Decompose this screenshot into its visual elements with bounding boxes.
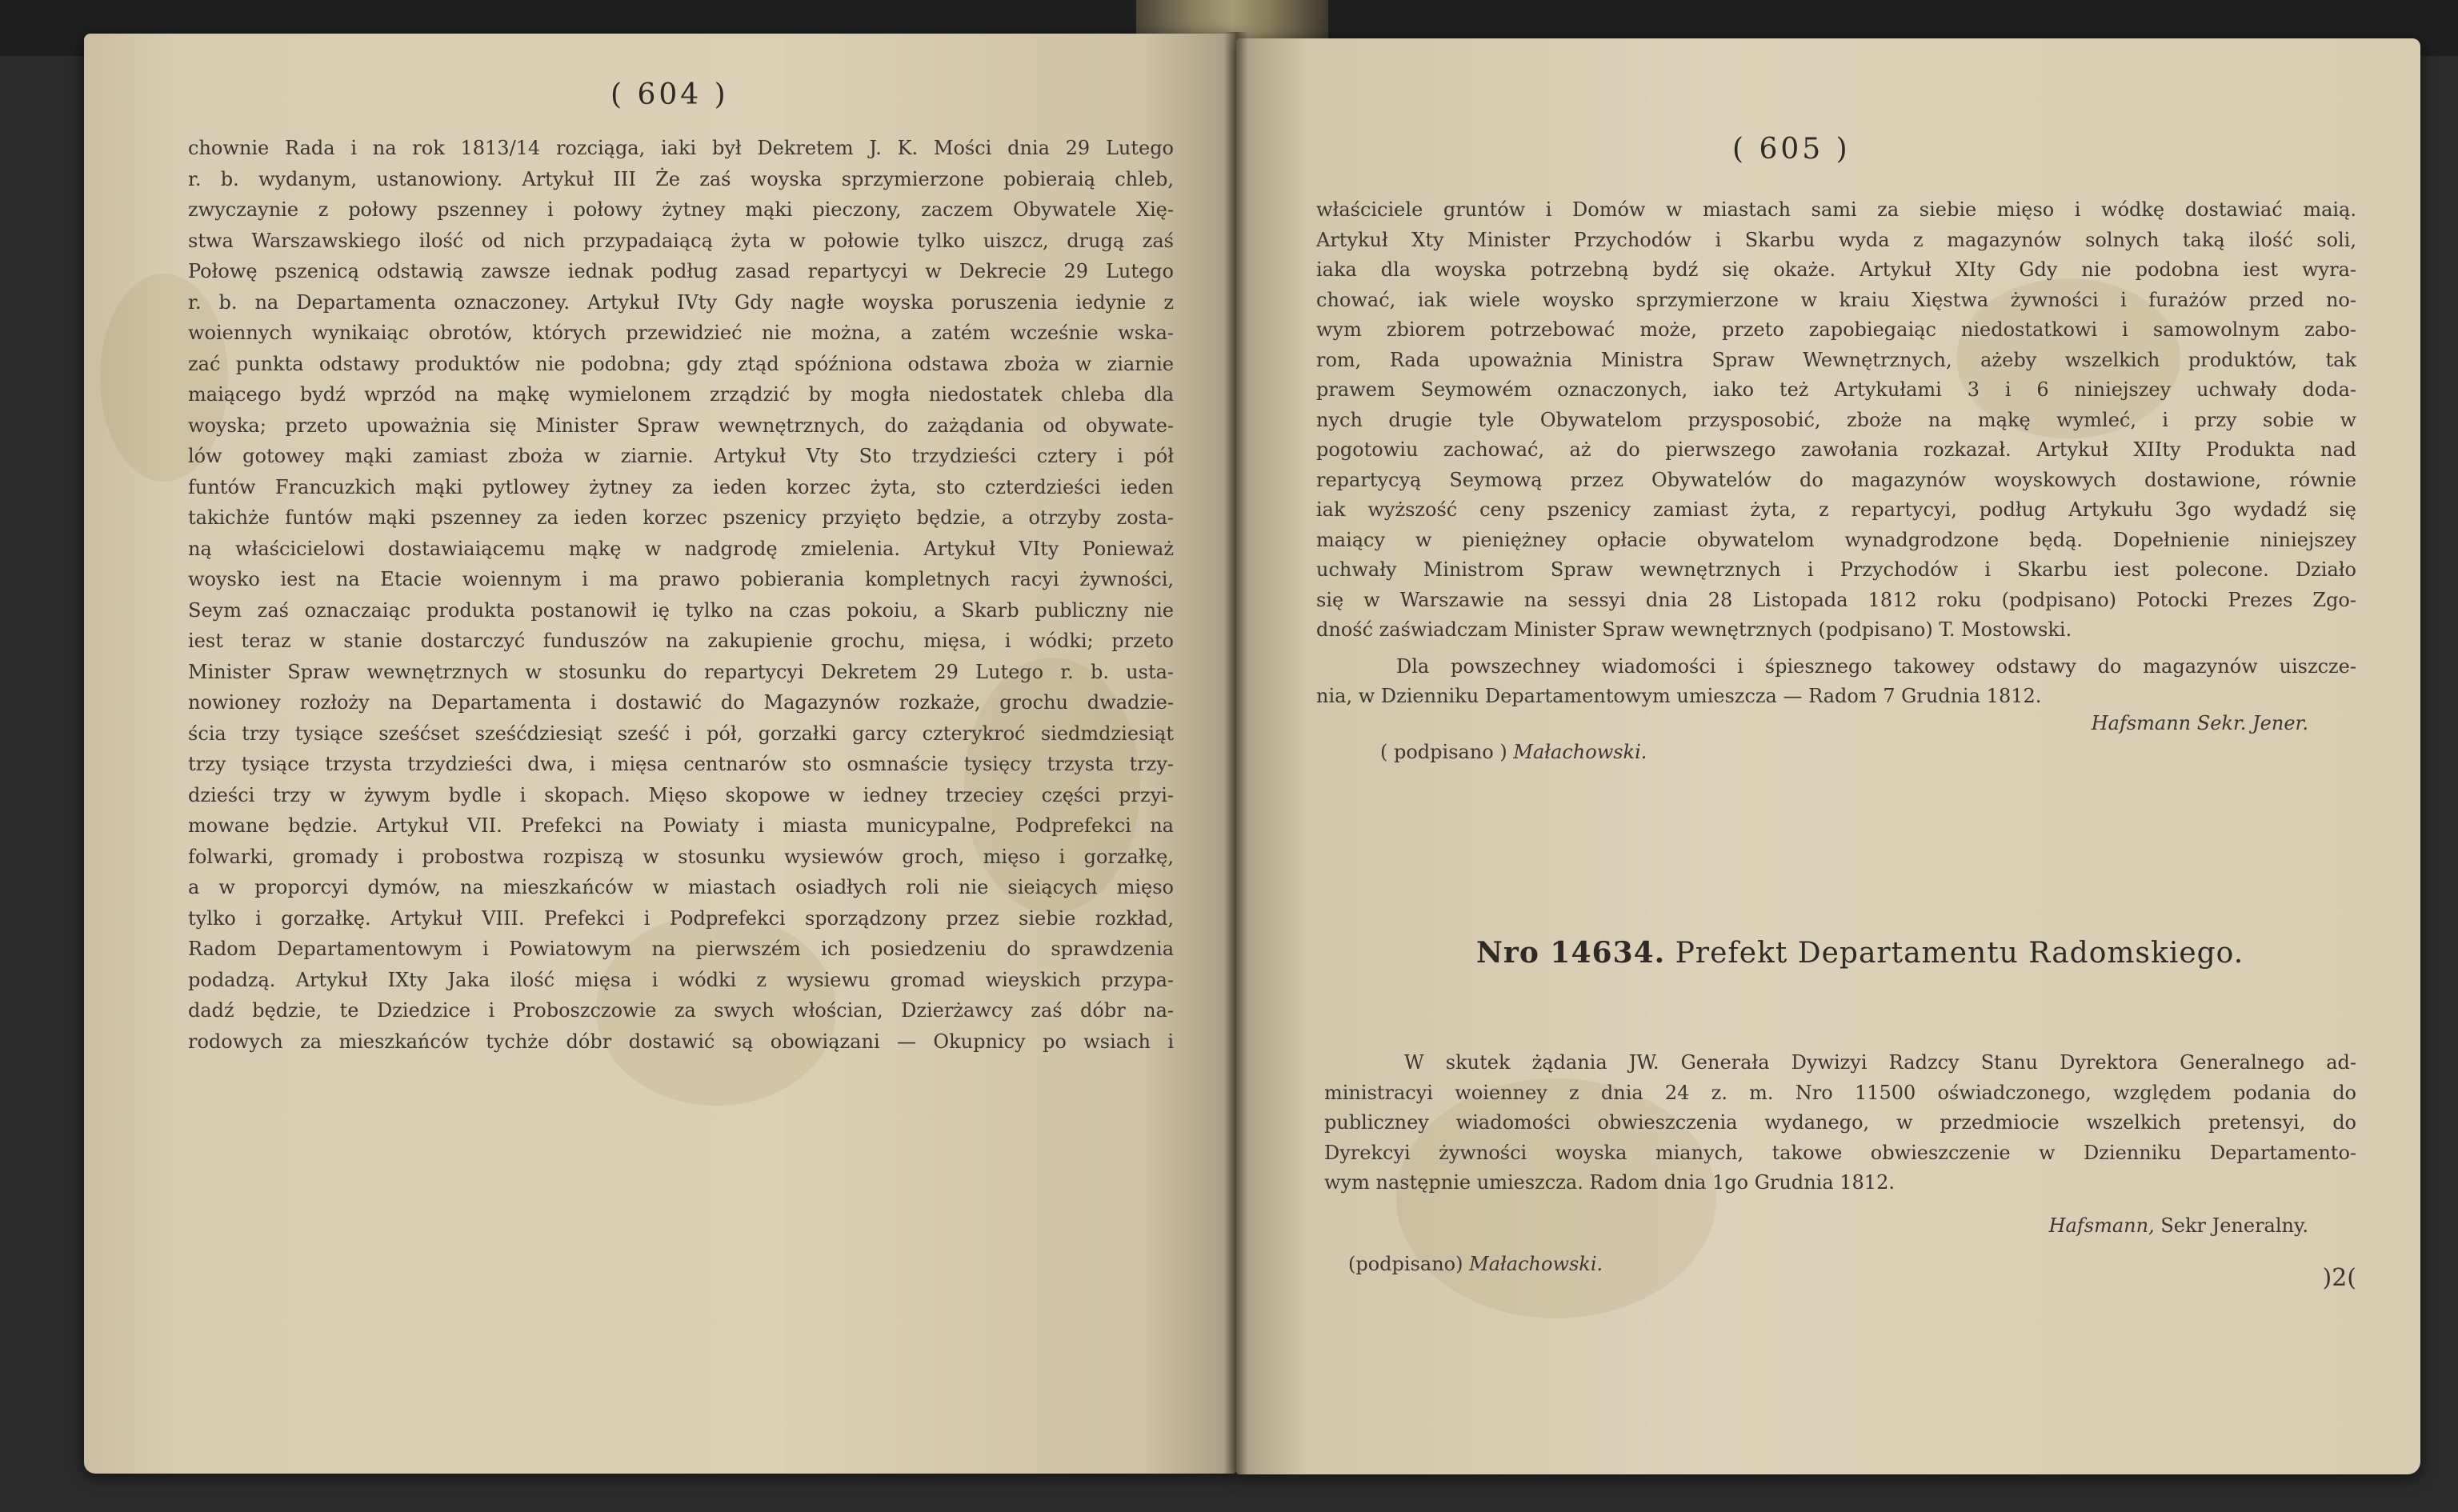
- right-text-block: [1316, 195, 2356, 773]
- page-number: ( 605 ): [1732, 133, 1851, 166]
- signature-block-2: [1348, 1253, 1603, 1275]
- text-line: funtów Francuzkich mąki pytlowey żytney za ieden korzec żyta, sto czterdzieści ieden: [188, 475, 1174, 498]
- text-line: maiący w pieniężney opłacie obywatelom wynadgrodzone będą. Dopełnienie niniejszey: [1316, 528, 2356, 551]
- text-line: Artykuł Xty Minister Przychodów i Skarbu wyda z magazynów solnych taką ilość soli,: [1316, 228, 2356, 251]
- text-line: podadzą. Artykuł IXty Jaka ilość mięsa i wódki z wysiewu gromad wieyskich przypa-: [188, 968, 1174, 991]
- secretary-title: Sekr Jeneralny.: [2160, 1214, 2308, 1237]
- text-line: woysko iest na Etacie woiennym i ma prawo pobierania kompletnych racyi żywności,: [188, 568, 1174, 590]
- text-line: maiącego bydź wprzód na mąkę wymielonem zrządzić by mogła niedostatek chleba dla: [188, 383, 1174, 406]
- secretary-signature: Hafsmann Sekr. Jener.: [2091, 711, 2308, 734]
- text-line: Dyrekcyi żywności woyska mianych, takowe obwieszczenie w Dzienniku Departamento-: [1324, 1141, 2356, 1164]
- text-line: wym następnie umieszcza. Radom dnia 1go Grudnia 1812.: [1324, 1171, 1895, 1194]
- text-line: iaka dla woyska potrzebną bydź się okaże. Artykuł XIty Gdy nie podobna iest wyra-: [1316, 258, 2356, 281]
- signature-name: Małachowski.: [1513, 740, 1647, 763]
- text-line: nych drugie tyle Obywatelom przysposobić, zboże na mąkę wymleć, i przy sobie w: [1316, 408, 2356, 431]
- text-line: ministracyi woienney z dnia 24 z. m. Nro 11500 oświadczonego, względem podania do: [1324, 1081, 2356, 1104]
- text-line: nia, w Dzienniku Departamentowym umieszcza — Radom 7 Grudnia 1812.: [1316, 685, 2042, 707]
- signature-row-1: [1316, 712, 2356, 741]
- heading-number: Nro 14634.: [1476, 936, 1666, 970]
- right-page: [1236, 38, 2420, 1474]
- signature-prefix: ( podpisano ): [1380, 740, 1507, 763]
- text-line: publiczney wiadomości obwieszczenia wydanego, w przedmiocie wszelkich pretensyi, do: [1324, 1111, 2356, 1134]
- text-line: dadź będzie, te Dziedzice i Proboszczowie za swych włościan, Dzierżawcy zaś dóbr na-: [188, 999, 1174, 1022]
- text-line: takichże funtów mąki pszenney za ieden korzec pszenicy przyięto będzie, a otrzyby zosta-: [188, 506, 1174, 529]
- text-line: się w Warszawie na sessyi dnia 28 Listopada 1812 roku (podpisano) Potocki Prezes Zgo-: [1316, 588, 2356, 611]
- left-page: [84, 34, 1236, 1474]
- heading-title: Prefekt Departamentu Radomskiego.: [1675, 937, 2244, 970]
- text-line: rodowych za mieszkańców tychże dóbr dostawić są obowiązani — Okupnicy po wsiach i: [188, 1030, 1174, 1053]
- text-line: nowioney rozłoży na Departamenta i dostawić do Magazynów rozkaże, grochu dwadzie-: [188, 691, 1174, 714]
- page-number: ( 604 ): [610, 78, 729, 111]
- catchword-mark: )2(: [2322, 1263, 2356, 1292]
- text-line: właściciele gruntów i Domów w miastach sami za siebie mięso i wódkę dostawiać maią.: [1316, 198, 2356, 221]
- text-line: mowane będzie. Artykuł VII. Prefekci na Powiaty i miasta municypalne, Podprefekci na: [188, 814, 1174, 837]
- text-line: prawem Seymowém oznaczonych, iako też Artykułami 3 i 6 niniejszey uchwały doda-: [1316, 378, 2356, 401]
- text-line: woiennych wynikaiąc obrotów, których przewidzieć nie można, a zatém wcześnie wska-: [188, 322, 1174, 344]
- text-line: ną właścicielowi dostawiaiącemu mąkę w nadgrodę zmielenia. Artykuł VIty Ponieważ: [188, 537, 1174, 560]
- text-line: repartycyą Seymową przez Obywatelów do magazynów woyskowych dostawione, równie: [1316, 468, 2356, 491]
- text-line: uchwały Ministrom Spraw wewnętrznych i Przychodów i Skarbu iest polecone. Działo: [1316, 558, 2356, 581]
- text-line: dność zaświadczam Minister Spraw wewnętrznych (podpisano) T. Mostowski.: [1316, 618, 2072, 641]
- text-line: stwa Warszawskiego ilość od nich przypadaiącą żyta w połowie tylko uiszcz, drugą zaś: [188, 229, 1174, 252]
- text-line: woyska; przeto upoważnia się Minister Spraw wewnętrznych, do zażądania od obywate-: [188, 414, 1174, 437]
- signature-row-3: [1324, 1214, 2356, 1253]
- secretary-signature-block: [2049, 1214, 2308, 1237]
- signature-row-2: [1316, 741, 2356, 773]
- text-line: pogotowiu zachować, aż do pierwszego zawołania rozkazał. Artykuł XIIty Produkta nad: [1316, 438, 2356, 461]
- text-line: Radom Departamentowym i Powiatowym na pierwszém ich posiedzeniu do sprawdzenia: [188, 938, 1174, 960]
- text-line: tylko i gorzałkę. Artykuł VIII. Prefekci i Podprefekci sporządzony przez siebie rozkład,: [188, 906, 1174, 930]
- notice-text: [1316, 652, 2356, 712]
- signature-block: [1380, 741, 1647, 763]
- text-line: dzieści trzy w żywym bydle i skopach. Mięso skopowe w iedney trzeciey części przyi-: [188, 783, 1174, 806]
- text-line: chować, iak wiele woysko sprzymierzone w kraiu Xięstwa żywności i furażów przed no-: [1316, 288, 2356, 311]
- text-line: chownie Rada i na rok 1813/14 rozciąga, iaki był Dekretem J. K. Mości dnia 29 Lutego: [188, 137, 1174, 159]
- text-line: a w proporcyi dymów, na mieszkańców w miastach osiadłych roli nie sieiących mięso: [188, 876, 1174, 898]
- decree-text: [1316, 195, 2356, 646]
- page-gutter: [1224, 32, 1248, 1476]
- text-line: folwarki, gromady i probostwa rozpiszą w stosunku wysiewów groch, mięso i gorzałkę,: [188, 845, 1174, 868]
- text-line: zwyczaynie z połowy pszenney i połowy żytney mąki pieczony, zaczem Obywatele Xię-: [188, 198, 1174, 221]
- text-line: W skutek żądania JW. Generała Dywizyi Radzcy Stanu Dyrektora Generalnego ad-: [1404, 1051, 2356, 1074]
- signature-name: Małachowski.: [1469, 1252, 1603, 1275]
- text-line: ścia trzy tysiące sześćset sześćdziesiąt sześć i pół, gorzałki garcy czterykroć siedmdziesiąt: [188, 722, 1174, 745]
- text-line: trzy tysiące trzysta trzydzieści dwa, i mięsa centnarów sto osmnaście tysięcy trzysta trzy-: [188, 753, 1174, 775]
- announcement-text-block: [1324, 1048, 2356, 1292]
- text-line: iest teraz w stanie dostarczyć funduszów na zakupienie grochu, mięsa, i wódki; przeto: [188, 630, 1174, 652]
- text-line: r. b. na Departamenta oznaczoney. Artykuł IVty Gdy nagłe woyska poruszenia iedynie z: [188, 290, 1174, 314]
- announcement-text: [1324, 1048, 2356, 1198]
- text-line: Minister Spraw wewnętrznych w stosunku do repartycyi Dekretem 29 Lutego r. b. usta-: [188, 660, 1174, 683]
- section-heading: [1476, 936, 2244, 970]
- text-line: Dla powszechney wiadomości i śpiesznego takowey odstawy do magazynów uiszcze-: [1396, 654, 2356, 678]
- secretary-name: Hafsmann,: [2048, 1214, 2155, 1237]
- text-line: r. b. wydanym, ustanowiony. Artykuł III Że zaś woyska sprzymierzone pobieraią chleb,: [188, 167, 1174, 190]
- text-line: Połowę pszenicą odstawią zawsze iednak podług zasad repartycyi w Dekrecie 29 Lutego: [188, 260, 1174, 282]
- text-line: wym zbiorem potrzebować może, przeto zapobiegaiąc niedostatkowi i samowolnym zabo-: [1316, 318, 2356, 341]
- signature-row-4: [1324, 1252, 2356, 1292]
- text-line: Seym zaś oznaczaiąc produkta postanowił ię tylko na czas pokoiu, a Skarb publiczny nie: [188, 598, 1174, 622]
- text-line: iak wyższość ceny pszenicy zamiast żyta, z repartycyi, podług Artykułu 3go wydadź się: [1316, 498, 2356, 521]
- signature-prefix: (podpisano): [1348, 1252, 1463, 1275]
- text-line: lów gotowey mąki zamiast zboża w ziarnie. Artykuł Vty Sto trzydzieści cztery i pół: [188, 445, 1174, 467]
- left-text-block: [188, 133, 1174, 1057]
- text-line: zać punkta odstawy produktów nie podobna; gdy ztąd spóźniona odstawa zboża w ziarnie: [188, 352, 1174, 375]
- text-line: rom, Rada upoważnia Ministra Spraw Wewnętrznych, ażeby wszelkich produktów, tak: [1316, 348, 2356, 371]
